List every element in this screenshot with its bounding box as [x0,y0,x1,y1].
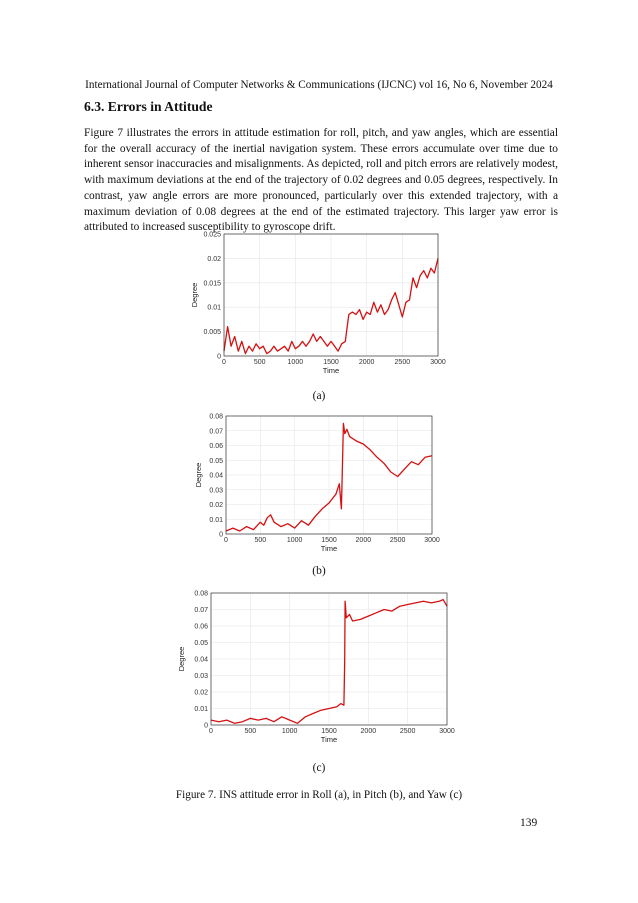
y-tick-label: 0.05 [194,640,208,647]
y-tick-label: 0.06 [209,443,223,450]
y-tick-label: 0.03 [194,673,208,680]
y-axis-label: Degree [194,462,203,488]
y-tick-label: 0.07 [209,428,223,436]
x-tick-label: 1000 [287,359,304,366]
y-tick-label: 0 [219,531,223,539]
subfigure-label-c: (c) [312,762,326,774]
y-tick-label: 0.03 [209,487,223,495]
x-tick-label: 2500 [394,359,411,366]
y-tick-label: 0.08 [194,590,208,598]
figure-c [175,585,455,745]
y-tick-label: 0.01 [207,304,221,312]
x-axis-label: Time [322,366,340,375]
x-tick-label: 0 [224,537,228,544]
x-tick-label: 2000 [358,359,375,366]
x-tick-label: 2000 [355,537,372,544]
x-axis-label: Time [320,735,338,744]
section-title: 6.3. Errors in Attitude [84,99,213,114]
x-tick-label: 1500 [321,537,337,544]
y-tick-label: 0.05 [209,457,223,465]
figure-a [188,226,452,378]
y-tick-label: 0.005 [203,329,221,337]
y-tick-label: 0.02 [209,502,223,509]
page-number: 139 [520,817,538,829]
x-tick-label: 0 [209,728,213,735]
x-tick-label: 1500 [321,728,337,735]
x-tick-label: 1500 [323,359,339,366]
y-tick-label: 0.04 [209,472,223,480]
x-tick-label: 3000 [439,728,455,735]
x-tick-label: 3000 [424,537,440,544]
pitch-error-chart [192,408,446,554]
y-tick-label: 0.02 [194,689,208,697]
journal-header: International Journal of Computer Networks & Communications (IJCNC) vol 16, No 6, November 2024 [85,79,553,91]
x-tick-label: 0 [222,359,226,366]
figure-caption: Figure 7. INS attitude error in Roll (a), in Pitch (b), and Yaw (c) [175,789,463,801]
x-tick-label: 1000 [281,728,298,735]
y-tick-label: 0.01 [194,706,208,713]
subfigure-label-a: (a) [312,390,326,402]
y-tick-label: 0.01 [209,516,223,524]
yaw-error-chart [175,585,455,745]
x-tick-label: 500 [254,537,267,544]
y-tick-label: 0.08 [209,413,223,421]
y-tick-label: 0 [217,353,221,361]
x-tick-label: 500 [253,359,266,366]
roll-error-chart [188,226,452,378]
y-tick-label: 0.07 [194,607,208,614]
y-tick-label: 0 [204,722,208,730]
y-tick-label: 0.02 [207,255,221,263]
y-axis-label: Degree [177,646,186,672]
x-tick-label: 2500 [399,728,416,735]
x-tick-label: 2500 [389,537,406,544]
y-axis-label: Degree [190,282,199,308]
x-tick-label: 3000 [430,359,446,366]
subfigure-label-b: (b) [312,565,326,577]
body-paragraph: Figure 7 illustrates the errors in attitude estimation for roll, pitch, and yaw angles, which are essential for the overall accuracy of the inertial navigation system. These errors accumulate over time due to inherent sensor inaccuracies and misalignments. As depicted, roll and pitch errors are relatively modest, with maximum deviations at the end of the trajectory of 0.02 degrees and 0.05 degrees, respectively. In contrast, yaw angle errors are more pronounced, particularly over this extended trajectory, with a maximum deviation of 0.08 degrees at the end of the estimated trajectory. This larger yaw error is attributed to increased susceptibility to gyroscope drift. [84,127,558,234]
y-tick-label: 0.015 [203,280,221,288]
x-tick-label: 2000 [360,728,377,735]
y-tick-label: 0.025 [203,231,221,239]
y-tick-label: 0.06 [194,623,208,631]
x-tick-label: 1000 [286,537,303,544]
x-tick-label: 500 [244,728,257,735]
figure-b [192,408,446,554]
x-axis-label: Time [320,544,338,553]
y-tick-label: 0.04 [194,656,208,664]
